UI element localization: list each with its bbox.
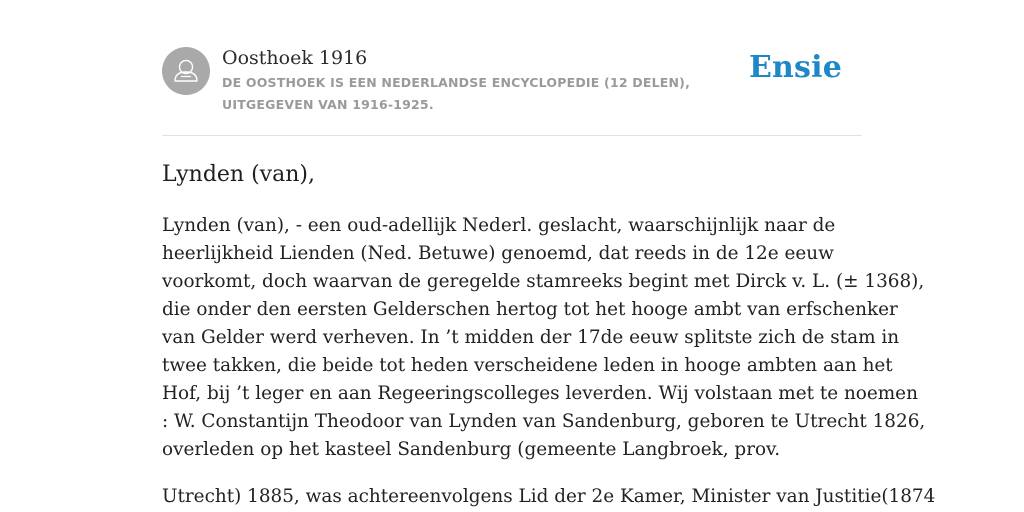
article-title: Lynden (van), <box>162 162 315 187</box>
text-line: Hof, bij ’t leger en aan Regeeringscolleges leverden. Wij volstaan met te noemen <box>162 383 918 404</box>
text-line: : W. Constantijn Theodoor van Lynden van Sandenburg, geboren te Utrecht 1826, <box>162 411 926 432</box>
text-line: heerlijkheid Lienden (Ned. Betuwe) genoemd, dat reeds in de 12e eeuw <box>162 243 834 264</box>
text-line: overleden op het kasteel Sandenburg (gemeente Langbroek, prov. <box>162 439 781 460</box>
text-line: Utrecht) 1885, was achtereenvolgens Lid der 2e Kamer, Minister van Justitie(1874 <box>162 486 936 507</box>
text-line: twee takken, die beide tot heden verscheidene leden in hooge ambten aan het <box>162 355 893 376</box>
user-icon <box>162 47 210 95</box>
text-line: voorkomt, doch waarvan de geregelde stamreeks begint met Dirck v. L. (± 1368), <box>162 271 925 292</box>
text-line: die onder den eersten Gelderschen hertog tot het hooge ambt van erfschenker <box>162 299 898 320</box>
header-divider <box>162 135 862 136</box>
article-paragraph-1 <box>162 212 926 464</box>
text-line: van Gelder werd verheven. In ’t midden der 17de eeuw splitste zich de stam in <box>162 327 900 348</box>
text-line: Lynden (van), - een oud-adellijk Nederl. geslacht, waarschijnlijk naar de <box>162 215 836 236</box>
source-title[interactable]: Oosthoek 1916 <box>222 47 368 69</box>
source-description: DE OOSTHOEK IS EEN NEDERLANDSE ENCYCLOPEDIE (12 DELEN), UITGEGEVEN VAN 1916-1925. <box>222 75 691 112</box>
source-avatar[interactable] <box>162 47 210 95</box>
article-paragraph-2 <box>162 483 936 511</box>
brand-logo-link[interactable]: Ensie <box>748 50 842 85</box>
source-header <box>162 46 862 116</box>
